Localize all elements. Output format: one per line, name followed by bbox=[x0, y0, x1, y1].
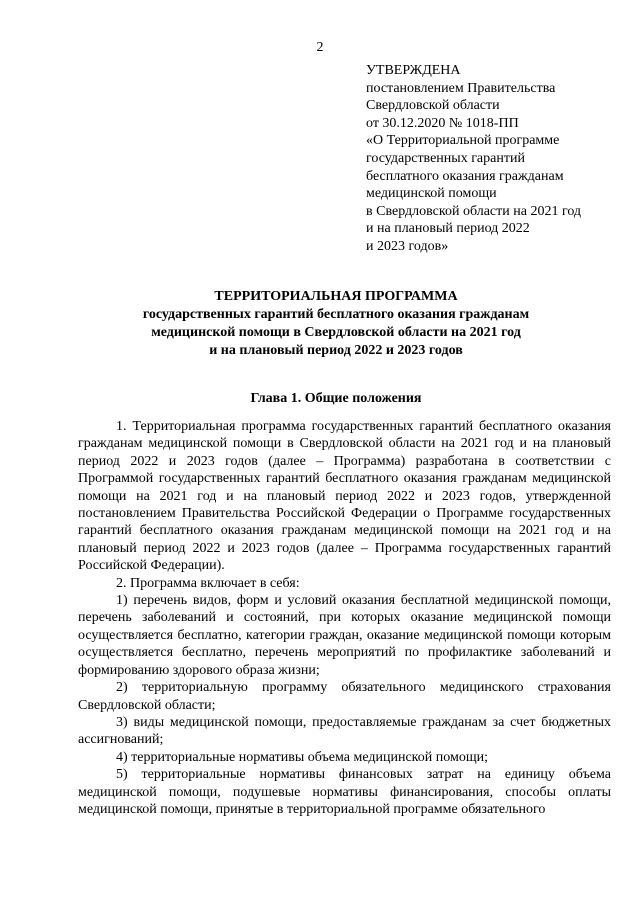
document-body bbox=[78, 418, 611, 818]
paragraph: 3) виды медицинской помощи, предоставляемые гражданам за счет бюджетных ассигнований; bbox=[78, 714, 611, 748]
page-number: 2 bbox=[316, 40, 324, 55]
approval-line: и 2023 годов» bbox=[366, 238, 449, 254]
chapter-heading: Глава 1. Общие положения bbox=[250, 391, 422, 406]
approval-line: от 30.12.2020 № 1018-ПП bbox=[366, 115, 519, 131]
approval-line: «О Территориальной программе bbox=[366, 133, 560, 149]
approval-line: в Свердловской области на 2021 год bbox=[366, 203, 582, 219]
approval-line: и на плановый период 2022 bbox=[366, 221, 530, 237]
approval-line: постановлением Правительства bbox=[366, 80, 556, 96]
title-line: и на плановый период 2022 и 2023 годов bbox=[209, 343, 463, 358]
document-title bbox=[60, 288, 612, 360]
title-line: государственных гарантий бесплатного оказания гражданам bbox=[142, 307, 530, 322]
approval-line: Свердловской области bbox=[366, 98, 500, 114]
paragraph: 1) перечень видов, форм и условий оказания бесплатной медицинской помощи, перечень заболеваний и состояний, при которых оказание медицинской помощи осуществляется бесплатно, категории граждан, оказание медицинской помощи которым осуществляется бесплатно, перечень мероприятий по профилактике заболеваний и формированию здорового образа жизни; bbox=[78, 593, 611, 678]
paragraph: 1. Территориальная программа государственных гарантий бесплатного оказания гражданам медицинской помощи в Свердловской области на 2021 год и на плановый период 2022 и 2023 годов (далее – Программа) разработана в соответствии с Программой государственных гарантий бесплатного оказания гражданам медицинской помощи на 2021 год и на плановый период 2022 и 2023 годов, утвержденной постановлением Правительства Российской Федерации о Программе государственных гарантий бесплатного оказания гражданам медицинской помощи на 2021 год и на плановый период 2022 и 2023 годов (далее – Программа государственных гарантий Российской Федерации). bbox=[78, 419, 611, 574]
approval-stamp bbox=[366, 62, 626, 256]
paragraph: 4) территориальные нормативы объема медицинской помощи; bbox=[116, 749, 488, 765]
approval-line: бесплатного оказания гражданам bbox=[366, 168, 564, 184]
approval-line: УТВЕРЖДЕНА bbox=[366, 63, 461, 78]
paragraph: 2) территориальную программу обязательного медицинского страхования Свердловской области; bbox=[78, 680, 611, 713]
approval-line: государственных гарантий bbox=[366, 150, 525, 166]
title-line: ТЕРРИТОРИАЛЬНАЯ ПРОГРАММА bbox=[214, 289, 458, 304]
approval-line: медицинской помощи bbox=[366, 186, 497, 202]
title-line: медицинской помощи в Свердловской области на 2021 год bbox=[151, 325, 521, 340]
paragraph: 2. Программа включает в себя: bbox=[116, 575, 300, 591]
paragraph: 5) территориальные нормативы финансовых затрат на единицу объема медицинской помощи, подушевые нормативы финансирования, способы оплаты медицинской помощи, принятые в территориальной программе обязательного bbox=[78, 767, 611, 817]
